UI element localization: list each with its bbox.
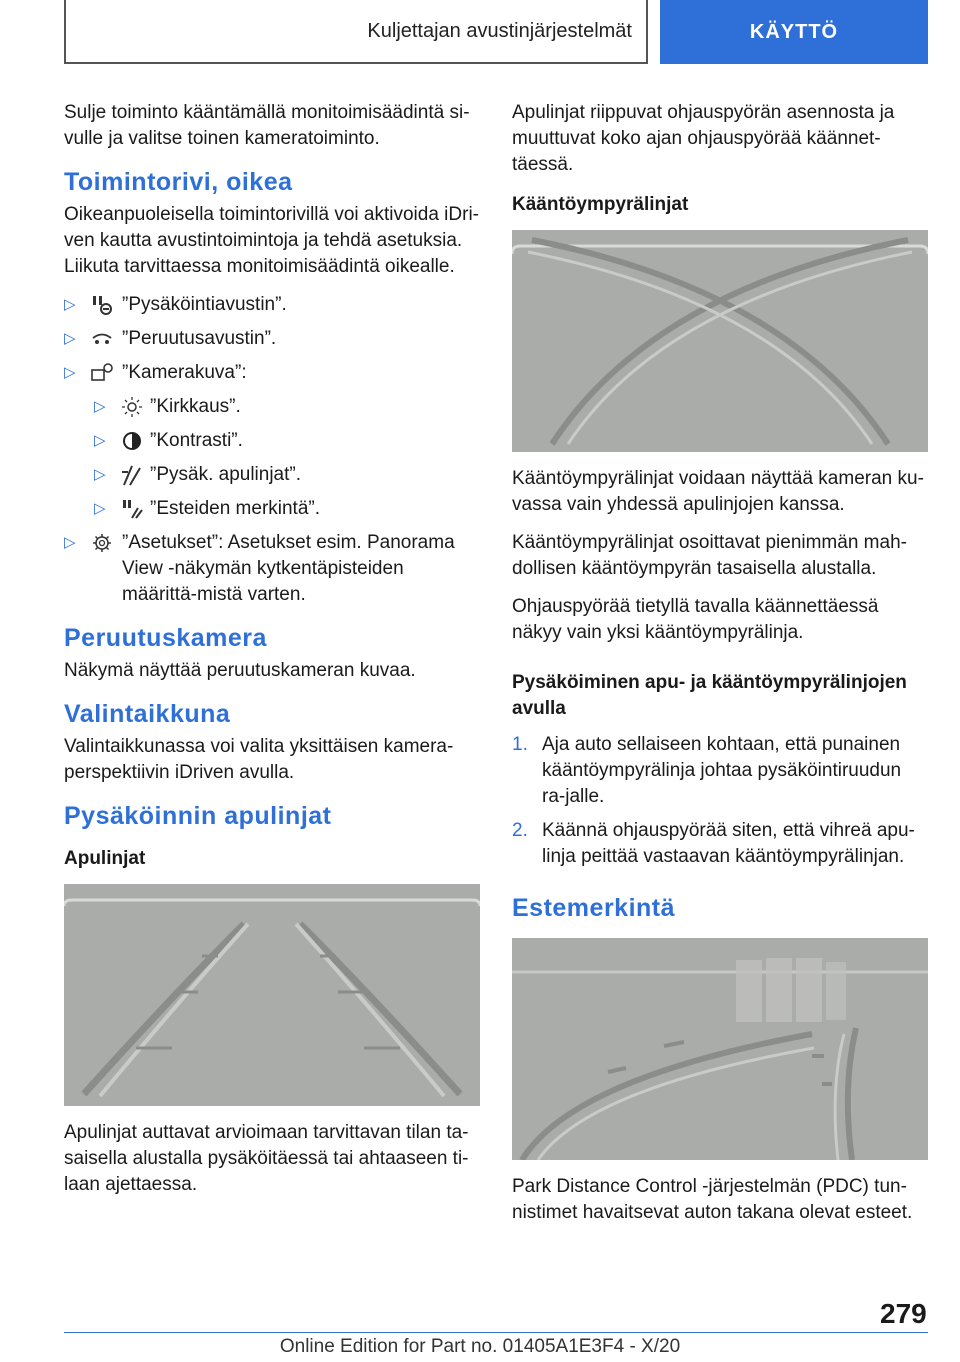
list-item xyxy=(64,360,480,386)
kaantoympyra-p1: Kääntöympyrälinjat voidaan näyttää kameran ku-vassa vain yhdessä apulinjojen kanssa. xyxy=(512,468,924,515)
list-item xyxy=(64,326,480,352)
list-item-label: ”Kontrasti”. xyxy=(150,430,243,451)
kaantoympyra-p3: Ohjauspyörää tietyllä tavalla käännettäessä näkyy vain yksi kääntöympyrälinja. xyxy=(512,596,879,643)
obstacle-marking-figure xyxy=(512,938,928,1160)
footer-divider xyxy=(64,1332,928,1333)
list-marker-icon: ▷ xyxy=(94,500,106,517)
list-item xyxy=(64,462,480,488)
toimintorivi-text: Oikeanpuoleisella toimintorivillä voi aktivoida iDri-ven kautta avustintoimintoja ja tehdä asetuksia. Liikuta tarvittaessa monitoimisäädintä oikealle. xyxy=(64,204,480,277)
list-item-label: ”Kirkkaus”. xyxy=(150,396,241,417)
intro-paragraph: Sulje toiminto kääntämällä monitoimisäädintä si-vulle ja valitse toinen kameratoiminto. xyxy=(64,102,470,149)
contrast-icon xyxy=(120,430,144,452)
list-item-label: ”Esteiden merkintä”. xyxy=(150,498,321,519)
list-item-label: ”Kamerakuva”: xyxy=(122,362,247,383)
step-number: 1. xyxy=(512,734,528,755)
list-marker-icon: ▷ xyxy=(94,466,106,483)
estemerkinta-caption: Park Distance Control -järjestelmän (PDC) tun-nistimet havaitsevat auton takana olevat esteet. xyxy=(512,1176,913,1223)
list-item-label: ”Peruutusavustin”. xyxy=(122,328,277,349)
gear-icon xyxy=(90,532,114,554)
numbered-step xyxy=(512,818,928,870)
turning-circle-lines-figure xyxy=(512,230,928,452)
list-marker-icon: ▷ xyxy=(64,364,76,381)
brightness-icon xyxy=(120,396,144,418)
valintaikkuna-text: Valintaikkunassa voi valita yksittäisen kamera-perspektiivin iDriven avulla. xyxy=(64,736,454,783)
list-marker-icon: ▷ xyxy=(64,330,76,347)
list-item xyxy=(64,496,480,522)
list-item-label: ”Pysäk. apulinjat”. xyxy=(150,464,302,485)
numbered-step xyxy=(512,732,928,810)
camera-view-icon xyxy=(90,362,114,384)
list-item xyxy=(64,292,480,318)
list-marker-icon: ▷ xyxy=(64,534,76,551)
parking-lines-icon xyxy=(120,464,144,486)
subheading-apulinjat: Apulinjat xyxy=(64,848,146,869)
list-marker-icon: ▷ xyxy=(94,432,106,449)
footer-edition: Online Edition for Part no. 01405A1E3F4 - X/20 xyxy=(279,1336,681,1357)
list-marker-icon: ▷ xyxy=(94,398,106,415)
subheading-pysakoiminen: Pysäköiminen apu- ja kääntöympyrälinjojen avulla xyxy=(512,672,907,719)
chapter-tab: KÄYTTÖ xyxy=(660,0,928,64)
list-marker-icon: ▷ xyxy=(64,296,76,313)
heading-peruutuskamera: Peruutuskamera xyxy=(64,624,267,652)
step-text: Aja auto sellaiseen kohtaan, että punainen kääntöympyrälinja johtaa pysäköintiruudun ra-jalle. xyxy=(542,734,902,807)
heading-toimintorivi: Toimintorivi, oikea xyxy=(64,168,293,196)
step-number: 2. xyxy=(512,820,528,841)
heading-valintaikkuna: Valintaikkuna xyxy=(64,700,231,728)
page-number: 279 xyxy=(880,1298,927,1329)
left-column xyxy=(64,100,480,1210)
list-item-label: ”Pysäköintiavustin”. xyxy=(122,294,287,315)
list-item xyxy=(64,394,480,420)
peruutuskamera-text: Näkymä näyttää peruutuskameran kuvaa. xyxy=(64,660,416,681)
page-header xyxy=(64,0,928,64)
section-title: Kuljettajan avustinjärjestelmät xyxy=(64,0,648,64)
apulinjat-dependency-text: Apulinjat riippuvat ohjauspyörän asennosta ja muuttuvat koko ajan ohjauspyörää käännet-täessä. xyxy=(512,102,895,175)
reversing-assistant-icon xyxy=(90,328,114,350)
guide-lines-figure xyxy=(64,884,480,1106)
list-item xyxy=(64,428,480,454)
right-column xyxy=(512,100,928,1238)
apulinjat-caption: Apulinjat auttavat arvioimaan tarvittavan tilan ta-saisella alustalla pysäköitäessä tai ahtaaseen ti-laan ajettaessa. xyxy=(64,1122,469,1195)
step-text: Käännä ohjauspyörää siten, että vihreä apu-linja peittää vastaavan kääntöympyrälinjan. xyxy=(542,820,915,867)
heading-apulinjat: Pysäköinnin apulinjat xyxy=(64,802,332,830)
subheading-kaantoympyra: Kääntöympyrälinjat xyxy=(512,194,689,215)
parking-assistant-icon xyxy=(90,294,114,316)
obstacle-marking-icon xyxy=(120,498,144,520)
list-item xyxy=(64,530,480,608)
kaantoympyra-p2: Kääntöympyrälinjat osoittavat pienimmän mah-dollisen kääntöympyrän tasaisella alustalla. xyxy=(512,532,907,579)
list-item-label: ”Asetukset”: Asetukset esim. Panorama View -näkymän kytkentäpisteiden määrittä-mistä varten. xyxy=(122,532,455,605)
heading-estemerkinta: Estemerkintä xyxy=(512,894,676,922)
